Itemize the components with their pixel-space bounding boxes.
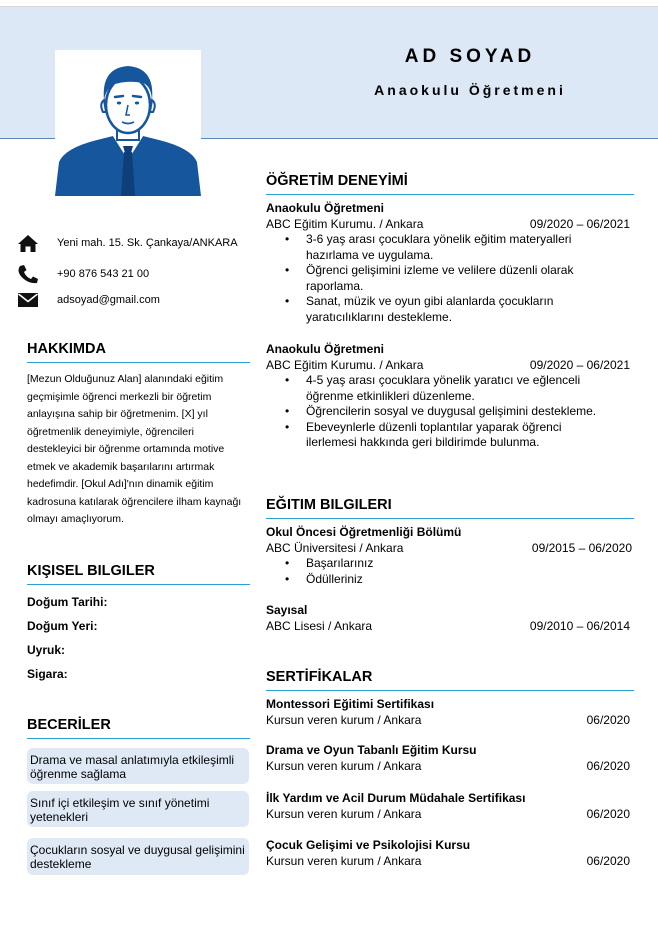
bullet-item: • 4-5 yaş arası çocuklara yönelik yaratıcı ve eğlenceli öğrenme etkinlikleri düzenleme. [306,373,634,404]
section-rule [27,584,250,585]
address-text: Yeni mah. 15. Sk. Çankaya/ANKARA [57,237,238,249]
skills-section [27,716,250,739]
certificate-entry [266,697,634,728]
section-rule [266,194,634,195]
entry-org: ABC Eğitim Kurumu. / Ankara [266,357,424,372]
entry-bullets [266,556,634,587]
entry-org: ABC Lisesi / Ankara [266,618,373,633]
section-rule [27,738,250,739]
entry-bullets [266,232,634,325]
person-name: AD SOYAD [404,46,536,67]
entry-title: Sayısal [266,603,308,617]
entry-title: Anaokulu Öğretmeni [266,342,385,356]
education-heading: EĞITIM BILGILERI [266,497,392,513]
profile-photo [55,50,201,196]
skills-heading: BECERİLER [27,717,111,733]
bullet-item: • Öğrencilerin sosyal ve duygusal gelişimini destekleme. [306,404,634,420]
entry-org: ABC Üniversitesi / Ankara [266,540,404,555]
entry-org: Kursun veren kurum / Ankara [266,853,422,868]
phone-icon [17,264,39,284]
entry-title: Okul Öncesi Öğretmenliği Bölümü [266,525,462,539]
about-section [27,340,250,529]
entry-meta [266,713,634,729]
entry-meta [266,217,634,233]
entry-meta [266,619,634,635]
education-section [266,496,634,519]
entry-meta [266,759,634,775]
entry-title: Drama ve Oyun Tabanlı Eğitim Kursu [266,743,477,757]
bullet-item: • 3-6 yaş arası çocuklara yönelik eğitim materyalleri hazırlama ve uygulama. [306,232,634,263]
about-heading: HAKKIMDA [27,341,106,357]
entry-date: 06/2020 [586,712,630,727]
section-rule [266,690,634,691]
bullet-item: • Başarılarınız [306,556,634,572]
personal-item: Doğum Tarihi: [27,595,108,609]
experience-entry [266,201,634,325]
skill-item: Çocukların sosyal ve duygusal gelişimini destekleme [27,838,249,875]
entry-meta [266,854,634,870]
entry-title: Anaokulu Öğretmeni [266,201,385,215]
bullet-item: • Ebeveynlerle düzenli toplantılar yaparak öğrenci ilerlemesi hakkında geri bildirimde bulunma. [306,420,634,451]
bullet-item: • Ödülleriniz [306,572,634,588]
entry-date: 09/2015 – 06/2020 [531,540,632,555]
contact-address [17,233,257,253]
entry-date: 09/2010 – 06/2014 [529,618,630,633]
entry-org: Kursun veren kurum / Ankara [266,806,422,821]
personal-list [27,595,250,691]
personal-item: Doğum Yeri: [27,619,98,633]
certificates-heading: SERTİFİKALAR [266,669,373,685]
mail-icon [17,290,39,310]
skill-item: Sınıf içi etkileşim ve sınıf yönetimi yetenekleri [27,791,249,827]
personal-item: Sigara: [27,667,68,681]
contact-phone [17,264,257,284]
email-text[interactable]: adsoyad@gmail.com [57,294,160,306]
certificates-section [266,668,634,691]
person-avatar-icon [55,50,201,196]
certificate-entry [266,838,634,869]
experience-entry [266,342,634,451]
section-rule [266,518,634,519]
entry-title: İlk Yardım ve Acil Durum Müdahale Sertifikası [266,791,526,805]
certificate-entry [266,791,634,822]
entry-date: 09/2020 – 06/2021 [529,357,630,372]
education-entry [266,603,634,634]
entry-date: 06/2020 [586,758,630,773]
entry-title: Çocuk Gelişimi ve Psikolojisi Kursu [266,838,471,852]
job-title: Anaokulu Öğretmeni [374,82,566,98]
certificate-entry [266,743,634,774]
entry-bullets [266,373,634,451]
experience-heading: ÖĞRETİM DENEYİMİ [266,173,408,189]
entry-title: Montessori Eğitimi Sertifikası [266,697,435,711]
entry-org: ABC Eğitim Kurumu. / Ankara [266,216,424,231]
skill-item: Drama ve masal anlatımıyla etkileşimli öğrenme sağlama [27,748,249,784]
entry-org: Kursun veren kurum / Ankara [266,758,422,773]
entry-meta [266,358,634,374]
bullet-item: • Sanat, müzik ve oyun gibi alanlarda çocukların yaratıcılıklarını destekleme. [306,294,634,325]
education-entry [266,525,634,587]
personal-heading: KIŞISEL BILGILER [27,563,155,579]
section-rule [27,362,250,363]
about-text: [Mezun Olduğunuz Alan] alanındaki eğitim geçmişimle öğrenci merkezli bir öğretim anlayışına sahip bir öğretmenim. [X] yıl öğretmenlik deneyimiyle, öğrencileri destekleyici bir öğrenme ortamında motive etmek ve akademik başarılarını artırmak hedefimdir. [Okul Adı]'nın dinamik eğitim kadrosuna katılarak öğrencilere ilham kaynağı olmayı amaçlıyorum. [27,373,242,525]
home-icon [17,233,39,253]
entry-date: 06/2020 [586,853,630,868]
entry-org: Kursun veren kurum / Ankara [266,712,422,727]
contact-email [17,290,257,310]
entry-meta [266,807,634,823]
entry-date: 09/2020 – 06/2021 [529,216,630,231]
personal-section [27,562,250,691]
bullet-item: • Öğrenci gelişimini izleme ve velilere düzenli olarak raporlama. [306,263,634,294]
personal-item: Uyruk: [27,643,66,657]
entry-date: 06/2020 [586,806,630,821]
entry-meta [266,541,634,557]
phone-text: +90 876 543 21 00 [57,268,150,280]
experience-section [266,172,634,195]
